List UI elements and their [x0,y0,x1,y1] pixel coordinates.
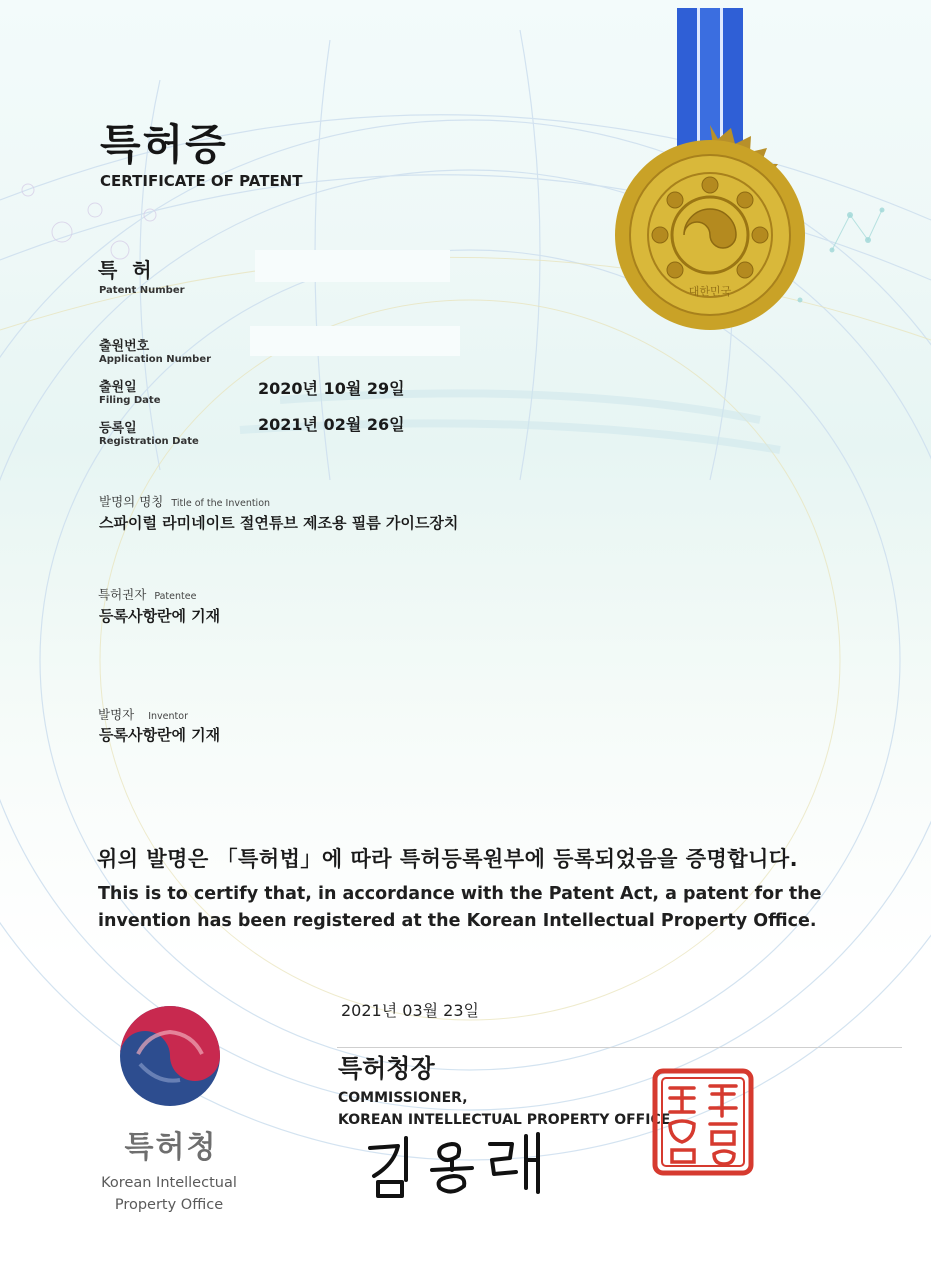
inventor-value: 등록사항란에 기재 [99,726,221,744]
patent-number-label-kr: 특 허 [98,258,156,282]
filing-date-value: 2020년 10월 29일 [258,379,405,398]
medal-text: 대한민국 [688,285,732,298]
official-red-stamp [652,1068,754,1176]
commissioner-title-kr: 특허청장 [338,1054,435,1083]
registration-date-label-kr: 등록일 [99,421,137,436]
signature-rule [337,1047,902,1048]
application-number-label-kr: 출원번호 [99,339,150,354]
gold-seal-medal [595,0,825,350]
patentee-value: 등록사항란에 기재 [99,607,221,625]
stamp-text: 특허청장인 [700,1128,706,1129]
registration-date-value: 2021년 02월 26일 [258,415,405,434]
issue-date: 2021년 03월 23일 [341,1001,479,1020]
patentee-label [98,584,196,603]
commissioner-title-en-line2: KOREAN INTELLECTUAL PROPERTY OFFICE [338,1112,671,1128]
invention-label [99,491,270,510]
invention-label-kr: 발명의 명칭 [99,494,164,509]
application-number-redacted [250,326,460,356]
certification-text-en: This is to certify that, in accordance with the Patent Act, a patent for the invention has been registered at the Korean Intellectual Property Office. [98,884,822,931]
patentee-label-en: Patentee [154,591,197,602]
certificate-title-en: CERTIFICATE OF PATENT [100,172,303,190]
inventor-label-en: Inventor [148,711,188,722]
kipo-name-en: Korean Intellectual Property Office [101,1175,237,1213]
invention-label-en: Title of the Invention [171,498,271,509]
patent-number-label-en: Patent Number [99,285,185,296]
commissioner-signature [360,1130,560,1200]
certification-text-kr: 위의 발명은 「특허법」에 따라 특허등록원부에 등록되었음을 증명합니다. [97,847,799,871]
filing-date-label-kr: 출원일 [99,380,137,395]
registration-date-label-en: Registration Date [99,436,199,447]
patent-number-redacted [255,250,450,282]
invention-title-value: 스파이럴 라미네이트 절연튜브 제조용 필름 가이드장치 [99,514,459,532]
kipo-taegeuk-logo-icon [118,1004,222,1108]
certificate-title-kr: 특허증 [100,120,228,169]
patentee-label-kr: 특허권자 [98,587,147,602]
filing-date-label-en: Filing Date [99,395,161,406]
inventor-label [98,704,188,723]
application-number-label-en: Application Number [99,354,212,365]
inventor-label-kr: 발명자 [98,707,135,722]
kipo-name-kr: 특허청 [124,1130,218,1165]
commissioner-title-en [338,1087,670,1131]
commissioner-title-en-line1: COMMISSIONER, [338,1090,468,1106]
